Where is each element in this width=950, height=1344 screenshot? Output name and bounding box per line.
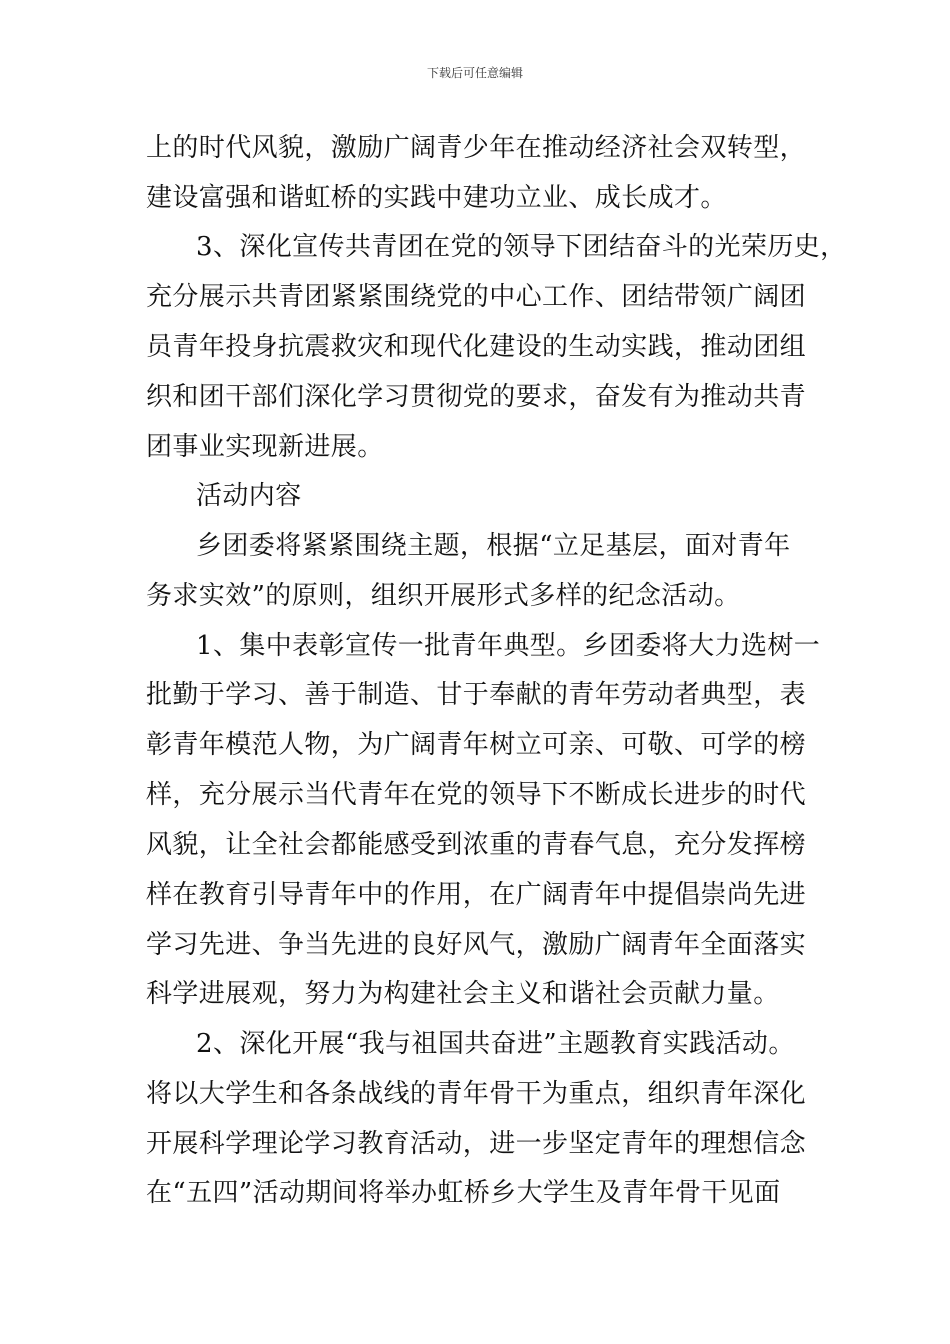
body-line: 上的时代风貌，激励广阔青少年在推动经济社会双转型，	[146, 133, 807, 163]
body-line: 团事业实现新进展。	[146, 432, 384, 462]
body-line: 学习先进、争当先进的良好风气，激励广阔青年全面落实	[146, 930, 807, 960]
body-line: 科学进展观，努力为构建社会主义和谐社会贡献力量。	[146, 979, 780, 1009]
body-line: 在“五四”活动期间将举办虹桥乡大学生及青年骨干见面	[146, 1178, 781, 1208]
body-line: 将以大学生和各条战线的青年骨干为重点，组织青年深化	[146, 1079, 807, 1109]
body-line: 开展科学理论学习教育活动，进一步坚定青年的理想信念	[146, 1129, 807, 1159]
body-line: 3、深化宣传共青团在党的领导下团结奋斗的光荣历史，	[196, 232, 847, 262]
body-line: 风貌，让全社会都能感受到浓重的青春气息，充分发挥榜	[146, 830, 807, 860]
page-header: 下载后可任意编辑	[426, 66, 523, 80]
body-line: 彰青年模范人物，为广阔青年树立可亲、可敬、可学的榜	[146, 730, 807, 760]
body-line: 建设富强和谐虹桥的实践中建功立业、成长成才。	[146, 183, 727, 213]
body-line: 充分展示共青团紧紧围绕党的中心工作、团结带领广阔团	[146, 282, 807, 312]
body-line: 乡团委将紧紧围绕主题，根据“立足基层，面对青年	[196, 531, 791, 561]
body-line: 员青年投身抗震救灾和现代化建设的生动实践，推动团组	[146, 332, 807, 362]
body-line: 务求实效”的原则，组织开展形式多样的纪念活动。	[146, 581, 741, 611]
body-line: 2、深化开展“我与祖国共奋进”主题教育实践活动。	[196, 1029, 795, 1059]
body-line: 样在教育引导青年中的作用，在广阔青年中提倡崇尚先进	[146, 880, 807, 910]
body-line: 1、集中表彰宣传一批青年典型。乡团委将大力选树一	[196, 631, 821, 661]
body-line: 批勤于学习、善于制造、甘于奉献的青年劳动者典型，表	[146, 680, 807, 710]
section-heading: 活动内容	[196, 481, 302, 511]
body-line: 样，充分展示当代青年在党的领导下不断成长进步的时代	[146, 780, 807, 810]
body-line: 织和团干部们深化学习贯彻党的要求，奋发有为推动共青	[146, 382, 807, 412]
